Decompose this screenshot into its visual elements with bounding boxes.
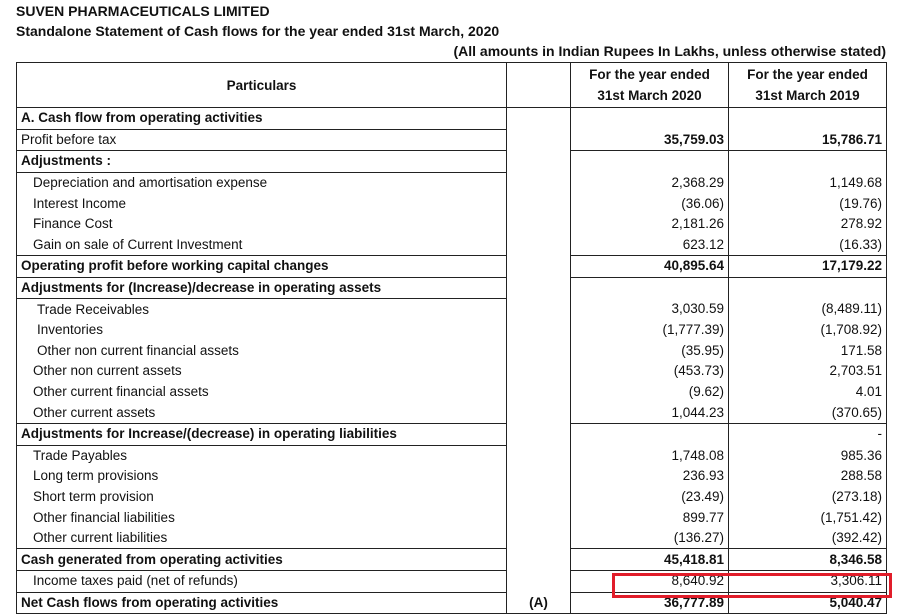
row-label: Other current financial assets — [17, 382, 507, 403]
row-value-2019: 3,306.11 — [729, 571, 887, 593]
row-ref — [507, 129, 571, 151]
row-ref — [507, 423, 571, 445]
table-row — [17, 193, 887, 214]
table-row — [17, 341, 887, 362]
row-value-2020: (35.95) — [571, 341, 729, 362]
row-label: Interest Income — [17, 193, 507, 214]
row-value-2019: 15,786.71 — [729, 129, 887, 151]
row-ref — [507, 361, 571, 382]
row-ref: (A) — [507, 592, 571, 614]
row-ref — [507, 277, 571, 299]
row-label: Cash generated from operating activities — [17, 549, 507, 571]
row-value-2020: 2,368.29 — [571, 172, 729, 193]
table-row — [17, 151, 887, 173]
row-label: Adjustments : — [17, 151, 507, 173]
row-value-2020 — [571, 108, 729, 130]
row-value-2019 — [729, 151, 887, 173]
table-row — [17, 108, 887, 130]
row-value-2019 — [729, 277, 887, 299]
header-year-2019-line1: For the year ended — [747, 67, 868, 82]
company-name: SUVEN PHARMACEUTICALS LIMITED — [16, 3, 270, 19]
row-label: Trade Payables — [17, 445, 507, 466]
row-value-2020: (9.62) — [571, 382, 729, 403]
row-ref — [507, 487, 571, 508]
table-row — [17, 382, 887, 403]
row-ref — [507, 320, 571, 341]
table-row — [17, 528, 887, 549]
row-value-2020: 236.93 — [571, 466, 729, 487]
row-value-2020: 1,044.23 — [571, 402, 729, 423]
row-value-2020: (23.49) — [571, 487, 729, 508]
row-value-2020: 623.12 — [571, 235, 729, 256]
row-value-2019: (1,751.42) — [729, 507, 887, 528]
row-value-2020: (36.06) — [571, 193, 729, 214]
row-label: Other current liabilities — [17, 528, 507, 549]
row-label: Other financial liabilities — [17, 507, 507, 528]
header-year-2020 — [571, 63, 729, 108]
row-value-2019: 4.01 — [729, 382, 887, 403]
row-ref — [507, 214, 571, 235]
row-ref — [507, 549, 571, 571]
row-value-2020: (136.27) — [571, 528, 729, 549]
row-ref — [507, 151, 571, 173]
row-value-2020: (1,777.39) — [571, 320, 729, 341]
table-row — [17, 466, 887, 487]
row-ref — [507, 382, 571, 403]
table-row — [17, 129, 887, 151]
row-value-2020 — [571, 277, 729, 299]
table-row — [17, 592, 887, 614]
row-value-2019: (8,489.11) — [729, 299, 887, 320]
row-value-2019: (1,708.92) — [729, 320, 887, 341]
row-value-2019: 985.36 — [729, 445, 887, 466]
row-label: Adjustments for Increase/(decrease) in operating liabilities — [17, 423, 507, 445]
row-ref — [507, 402, 571, 423]
table-row — [17, 214, 887, 235]
header-year-2020-line1: For the year ended — [589, 67, 710, 82]
row-value-2020: 2,181.26 — [571, 214, 729, 235]
table-row — [17, 487, 887, 508]
table-row — [17, 172, 887, 193]
row-value-2019: 1,149.68 — [729, 172, 887, 193]
row-label: Inventories — [17, 320, 507, 341]
amount-note: (All amounts in Indian Rupees In Lakhs, unless otherwise stated) — [453, 43, 886, 59]
header-particulars: Particulars — [17, 63, 507, 108]
table-row — [17, 299, 887, 320]
row-value-2020: 36,777.89 — [571, 592, 729, 614]
row-label: Other current assets — [17, 402, 507, 423]
row-label: Short term provision — [17, 487, 507, 508]
row-value-2019: 17,179.22 — [729, 256, 887, 278]
table-row — [17, 256, 887, 278]
row-value-2019: (392.42) — [729, 528, 887, 549]
row-ref — [507, 235, 571, 256]
row-label: Other non current financial assets — [17, 341, 507, 362]
row-value-2020 — [571, 423, 729, 445]
row-value-2019: 288.58 — [729, 466, 887, 487]
row-ref — [507, 507, 571, 528]
row-label: Gain on sale of Current Investment — [17, 235, 507, 256]
row-ref — [507, 108, 571, 130]
row-value-2019: (19.76) — [729, 193, 887, 214]
row-value-2019 — [729, 108, 887, 130]
table-row — [17, 507, 887, 528]
row-ref — [507, 571, 571, 593]
table-row — [17, 277, 887, 299]
row-label: Income taxes paid (net of refunds) — [17, 571, 507, 593]
row-label: Net Cash flows from operating activities — [17, 592, 507, 614]
table-header-row — [17, 63, 887, 108]
row-label: Trade Receivables — [17, 299, 507, 320]
table-row — [17, 549, 887, 571]
row-ref — [507, 193, 571, 214]
row-label: A. Cash flow from operating activities — [17, 108, 507, 130]
table-row — [17, 571, 887, 593]
row-value-2020: 3,030.59 — [571, 299, 729, 320]
row-value-2020: (453.73) — [571, 361, 729, 382]
row-label: Other non current assets — [17, 361, 507, 382]
table-row — [17, 423, 887, 445]
row-value-2019: (16.33) — [729, 235, 887, 256]
table-row — [17, 235, 887, 256]
row-value-2019: 278.92 — [729, 214, 887, 235]
table-row — [17, 445, 887, 466]
row-ref — [507, 341, 571, 362]
row-value-2019: - — [729, 423, 887, 445]
row-value-2019: 171.58 — [729, 341, 887, 362]
statement-title: Standalone Statement of Cash flows for the year ended 31st March, 2020 — [16, 23, 500, 39]
row-label: Profit before tax — [17, 129, 507, 151]
row-label: Depreciation and amortisation expense — [17, 172, 507, 193]
row-label: Operating profit before working capital changes — [17, 256, 507, 278]
row-value-2020: 8,640.92 — [571, 571, 729, 593]
header-year-2019 — [729, 63, 887, 108]
table-row — [17, 402, 887, 423]
row-value-2019: 5,040.47 — [729, 592, 887, 614]
row-value-2020: 899.77 — [571, 507, 729, 528]
header-year-2020-line2: 31st March 2020 — [597, 88, 702, 103]
row-value-2020 — [571, 151, 729, 173]
row-value-2020: 35,759.03 — [571, 129, 729, 151]
row-value-2019: 8,346.58 — [729, 549, 887, 571]
row-label: Long term provisions — [17, 466, 507, 487]
header-ref — [507, 63, 571, 108]
row-value-2020: 1,748.08 — [571, 445, 729, 466]
row-value-2019: 2,703.51 — [729, 361, 887, 382]
table-row — [17, 361, 887, 382]
row-ref — [507, 445, 571, 466]
row-ref — [507, 528, 571, 549]
row-value-2020: 45,418.81 — [571, 549, 729, 571]
row-value-2019: (370.65) — [729, 402, 887, 423]
row-label: Adjustments for (Increase)/decrease in operating assets — [17, 277, 507, 299]
row-ref — [507, 466, 571, 487]
table-row — [17, 320, 887, 341]
row-ref — [507, 172, 571, 193]
row-value-2020: 40,895.64 — [571, 256, 729, 278]
row-label: Finance Cost — [17, 214, 507, 235]
header-year-2019-line2: 31st March 2019 — [755, 88, 860, 103]
row-ref — [507, 299, 571, 320]
row-ref — [507, 256, 571, 278]
cash-flow-table — [16, 62, 887, 614]
row-value-2019: (273.18) — [729, 487, 887, 508]
